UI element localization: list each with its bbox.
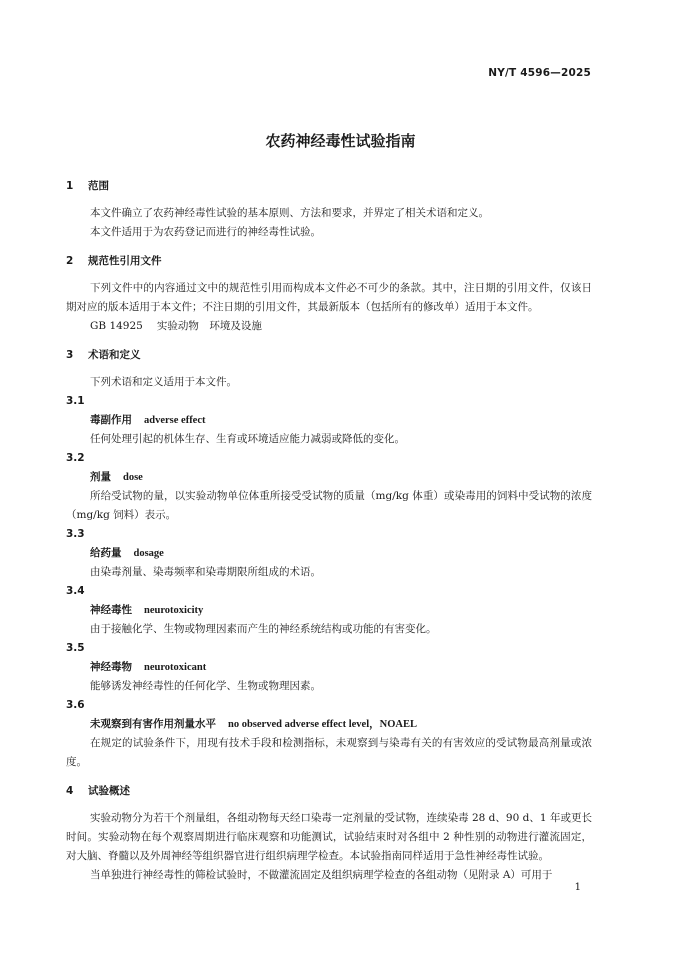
paragraph: 实验动物分为若干个剂量组，各组动物每天经口染毒一定剂量的受试物，连续染毒 28 d、90 d、1 年或更长时间。实验动物在每个观察周期进行临床观察和功能测试，试验结束时对各组中 2 种性别的动物进行灌流固定，对大脑、脊髓以及外周神经等组织器官进行组织病理学检查。本试验指南同样适用于急性神经毒性试验。 <box>66 812 592 862</box>
term-entry <box>66 601 592 620</box>
term-number: 3.2 <box>66 452 85 464</box>
reference-code: GB 14925 <box>90 320 143 332</box>
term-number: 3.1 <box>66 395 85 407</box>
section-title: 试验概述 <box>88 785 130 797</box>
document-title: 农药神经毒性试验指南 <box>265 132 416 150</box>
page-number: 1 <box>574 882 581 893</box>
term-en: dosage <box>133 548 164 559</box>
term-number: 3.6 <box>66 699 85 711</box>
paragraph: 当单独进行神经毒性的筛检试验时，不做灌流固定及组织病理学检查的各组动物（见附录 A）可用于 <box>90 869 553 881</box>
reference-title: 实验动物 环境及设施 <box>156 320 262 332</box>
section-number: 2 <box>66 255 74 267</box>
section-number: 1 <box>66 180 74 192</box>
term-definition: 由于接触化学、生物或物理因素而产生的神经系统结构或功能的有害变化。 <box>90 623 437 635</box>
term-entry <box>66 468 592 487</box>
term-zh: 神经毒物 <box>90 661 132 673</box>
term-en: no observed adverse effect level，NOAEL <box>228 719 417 730</box>
term-definition: 所给受试物的量，以实验动物单位体重所接受受试物的质量（mg/kg 体重）或染毒用的饲料中受试物的浓度（mg/kg 饲料）表示。 <box>66 490 592 521</box>
term-number: 3.5 <box>66 642 85 654</box>
document-body <box>66 177 592 885</box>
term-zh: 剂量 <box>90 471 111 483</box>
term-entry <box>66 715 592 734</box>
section-title: 术语和定义 <box>88 349 141 361</box>
section-heading-2 <box>66 252 592 271</box>
section-title: 规范性引用文件 <box>88 255 162 267</box>
term-zh: 未观察到有害作用剂量水平 <box>90 718 216 730</box>
term-definition: 能够诱发神经毒性的任何化学、生物或物理因素。 <box>90 680 321 692</box>
term-number: 3.4 <box>66 585 85 597</box>
term-entry <box>66 411 592 430</box>
paragraph: 下列文件中的内容通过文中的规范性引用而构成本文件必不可少的条款。其中，注日期的引用文件，仅该日期对应的版本适用于本文件；不注日期的引用文件，其最新版本（包括所有的修改单）适用于本文件。 <box>66 282 592 313</box>
term-definition: 在规定的试验条件下，用现有技术手段和检测指标，未观察到与染毒有关的有害效应的受试物最高剂量或浓度。 <box>66 737 592 768</box>
term-entry <box>66 658 592 677</box>
paragraph: 本文件适用于为农药登记而进行的神经毒性试验。 <box>90 226 321 238</box>
paragraph: 本文件确立了农药神经毒性试验的基本原则、方法和要求，并界定了相关术语和定义。 <box>90 207 489 219</box>
term-zh: 神经毒性 <box>90 604 132 616</box>
section-title: 范围 <box>88 180 109 192</box>
normative-reference <box>66 317 592 336</box>
term-number: 3.3 <box>66 528 85 540</box>
standard-code: NY/T 4596—2025 <box>488 67 591 79</box>
term-definition: 任何处理引起的机体生存、生育或环境适应能力减弱或降低的变化。 <box>90 433 405 445</box>
term-en: neurotoxicant <box>144 662 207 673</box>
paragraph: 下列术语和定义适用于本文件。 <box>90 376 237 388</box>
term-en: dose <box>123 472 143 483</box>
section-number: 4 <box>66 785 74 797</box>
term-definition: 由染毒剂量、染毒频率和染毒期限所组成的术语。 <box>90 566 321 578</box>
section-heading-3 <box>66 346 592 365</box>
term-entry <box>66 544 592 563</box>
section-heading-1 <box>66 177 592 196</box>
section-heading-4 <box>66 782 592 801</box>
section-number: 3 <box>66 349 74 361</box>
term-en: adverse effect <box>144 415 206 426</box>
term-zh: 毒副作用 <box>90 414 132 426</box>
term-en: neurotoxicity <box>144 605 204 616</box>
term-zh: 给药量 <box>90 547 122 559</box>
